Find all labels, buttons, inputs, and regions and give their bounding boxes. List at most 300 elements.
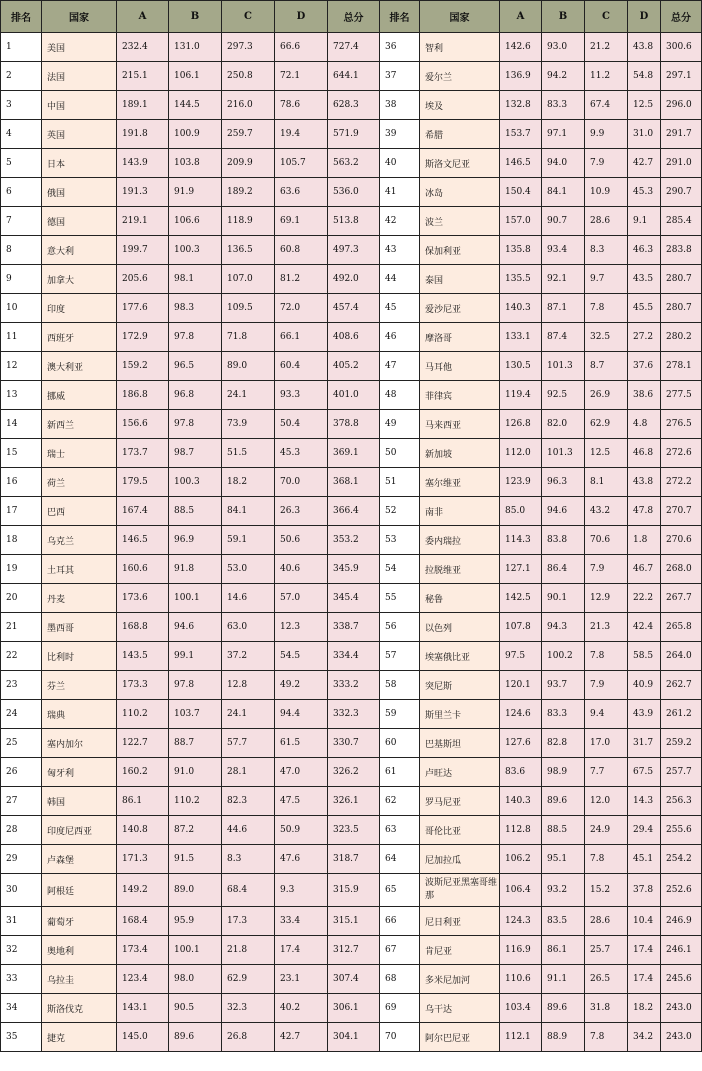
- rank-cell-left: 9: [1, 265, 42, 294]
- rank-cell-right: 48: [380, 381, 420, 410]
- table-row: [1, 236, 702, 265]
- b-score-cell-right: 95.1: [542, 845, 585, 874]
- c-score-cell-right: 12.0: [585, 787, 628, 816]
- d-score-cell-left: 40.6: [275, 555, 328, 584]
- b-score-cell-right: 83.3: [542, 91, 585, 120]
- c-score-cell-left: 107.0: [222, 265, 275, 294]
- country-cell-left: 荷兰: [42, 468, 117, 497]
- rank-cell-right: 69: [380, 994, 420, 1023]
- b-score-cell-left: 100.1: [169, 584, 222, 613]
- d-score-cell-left: 40.2: [275, 994, 328, 1023]
- c-score-cell-right: 24.9: [585, 816, 628, 845]
- a-score-cell-left: 110.2: [117, 700, 169, 729]
- rank-cell-right: 43: [380, 236, 420, 265]
- total-score-cell-right: 245.6: [661, 965, 702, 994]
- total-score-cell-right: 255.6: [661, 816, 702, 845]
- total-score-cell-right: 264.0: [661, 642, 702, 671]
- country-cell-left: 比利时: [42, 642, 117, 671]
- d-score-cell-left: 105.7: [275, 149, 328, 178]
- country-cell-right: 尼日利亚: [420, 907, 500, 936]
- d-score-cell-left: 47.5: [275, 787, 328, 816]
- rank-cell-right: 44: [380, 265, 420, 294]
- rank-cell-left: 24: [1, 700, 42, 729]
- total-score-cell-right: 259.2: [661, 729, 702, 758]
- country-cell-left: 墨西哥: [42, 613, 117, 642]
- d-score-cell-left: 12.3: [275, 613, 328, 642]
- c-score-cell-right: 32.5: [585, 323, 628, 352]
- d-score-cell-right: 45.5: [628, 294, 661, 323]
- c-score-cell-left: 17.3: [222, 907, 275, 936]
- d-score-cell-left: 19.4: [275, 120, 328, 149]
- total-score-cell-right: 257.7: [661, 758, 702, 787]
- c-score-cell-left: 89.0: [222, 352, 275, 381]
- country-cell-right: 冰岛: [420, 178, 500, 207]
- a-score-cell-right: 107.8: [500, 613, 542, 642]
- d-score-cell-right: 12.5: [628, 91, 661, 120]
- total-score-cell-right: 280.7: [661, 294, 702, 323]
- b-score-cell-left: 98.7: [169, 439, 222, 468]
- total-score-cell-left: 318.7: [328, 845, 380, 874]
- country-cell-left: 印度尼西亚: [42, 816, 117, 845]
- rank-cell-right: 68: [380, 965, 420, 994]
- b-score-cell-left: 91.5: [169, 845, 222, 874]
- total-score-cell-left: 727.4: [328, 33, 380, 62]
- b-score-cell-left: 91.9: [169, 178, 222, 207]
- c-score-cell-left: 8.3: [222, 845, 275, 874]
- d-score-cell-left: 63.6: [275, 178, 328, 207]
- total-score-cell-left: 315.1: [328, 907, 380, 936]
- country-cell-left: 挪威: [42, 381, 117, 410]
- rank-cell-right: 60: [380, 729, 420, 758]
- rank-cell-right: 40: [380, 149, 420, 178]
- c-score-cell-right: 43.2: [585, 497, 628, 526]
- total-score-cell-right: 256.3: [661, 787, 702, 816]
- d-score-cell-left: 17.4: [275, 936, 328, 965]
- c-score-cell-left: 57.7: [222, 729, 275, 758]
- b-score-cell-left: 89.6: [169, 1023, 222, 1052]
- country-cell-right: 以色列: [420, 613, 500, 642]
- c-score-cell-right: 26.9: [585, 381, 628, 410]
- total-score-cell-right: 270.6: [661, 526, 702, 555]
- total-score-cell-left: 304.1: [328, 1023, 380, 1052]
- d-score-cell-right: 4.8: [628, 410, 661, 439]
- header-b-left: B: [169, 1, 222, 33]
- d-score-cell-left: 66.6: [275, 33, 328, 62]
- header-total-right: 总分: [661, 1, 702, 33]
- b-score-cell-left: 88.5: [169, 497, 222, 526]
- country-cell-left: 阿根廷: [42, 874, 117, 907]
- table-row: [1, 965, 702, 994]
- country-cell-left: 丹麦: [42, 584, 117, 613]
- d-score-cell-left: 50.6: [275, 526, 328, 555]
- c-score-cell-left: 24.1: [222, 700, 275, 729]
- d-score-cell-left: 50.4: [275, 410, 328, 439]
- rank-cell-right: 70: [380, 1023, 420, 1052]
- b-score-cell-right: 93.4: [542, 236, 585, 265]
- b-score-cell-right: 86.4: [542, 555, 585, 584]
- d-score-cell-right: 67.5: [628, 758, 661, 787]
- total-score-cell-right: 272.2: [661, 468, 702, 497]
- total-score-cell-left: 345.4: [328, 584, 380, 613]
- a-score-cell-right: 126.8: [500, 410, 542, 439]
- table-row: [1, 816, 702, 845]
- c-score-cell-right: 28.6: [585, 907, 628, 936]
- c-score-cell-left: 109.5: [222, 294, 275, 323]
- b-score-cell-right: 94.3: [542, 613, 585, 642]
- d-score-cell-right: 37.8: [628, 874, 661, 907]
- country-cell-right: 马耳他: [420, 352, 500, 381]
- a-score-cell-right: 142.5: [500, 584, 542, 613]
- d-score-cell-right: 46.3: [628, 236, 661, 265]
- country-cell-right: 希腊: [420, 120, 500, 149]
- b-score-cell-left: 106.1: [169, 62, 222, 91]
- b-score-cell-right: 90.7: [542, 207, 585, 236]
- header-d-right: D: [628, 1, 661, 33]
- country-cell-right: 埃及: [420, 91, 500, 120]
- rank-cell-left: 18: [1, 526, 42, 555]
- country-cell-right: 突尼斯: [420, 671, 500, 700]
- header-c-left: C: [222, 1, 275, 33]
- rank-cell-left: 22: [1, 642, 42, 671]
- b-score-cell-right: 94.0: [542, 149, 585, 178]
- c-score-cell-left: 24.1: [222, 381, 275, 410]
- table-row: [1, 845, 702, 874]
- total-score-cell-left: 345.9: [328, 555, 380, 584]
- d-score-cell-left: 26.3: [275, 497, 328, 526]
- a-score-cell-left: 156.6: [117, 410, 169, 439]
- c-score-cell-left: 14.6: [222, 584, 275, 613]
- rank-cell-right: 37: [380, 62, 420, 91]
- c-score-cell-right: 7.9: [585, 671, 628, 700]
- a-score-cell-right: 157.0: [500, 207, 542, 236]
- country-cell-left: 德国: [42, 207, 117, 236]
- country-cell-left: 瑞士: [42, 439, 117, 468]
- c-score-cell-right: 15.2: [585, 874, 628, 907]
- rank-cell-right: 57: [380, 642, 420, 671]
- country-cell-right: 波兰: [420, 207, 500, 236]
- table-row: [1, 294, 702, 323]
- d-score-cell-left: 78.6: [275, 91, 328, 120]
- header-total-left: 总分: [328, 1, 380, 33]
- a-score-cell-right: 85.0: [500, 497, 542, 526]
- rank-cell-left: 31: [1, 907, 42, 936]
- table-body: [1, 33, 702, 1052]
- rank-cell-left: 3: [1, 91, 42, 120]
- b-score-cell-left: 94.6: [169, 613, 222, 642]
- rank-cell-left: 1: [1, 33, 42, 62]
- b-score-cell-right: 89.6: [542, 787, 585, 816]
- rank-cell-left: 29: [1, 845, 42, 874]
- a-score-cell-right: 136.9: [500, 62, 542, 91]
- d-score-cell-right: 10.4: [628, 907, 661, 936]
- a-score-cell-left: 173.7: [117, 439, 169, 468]
- c-score-cell-right: 26.5: [585, 965, 628, 994]
- c-score-cell-right: 11.2: [585, 62, 628, 91]
- rank-cell-right: 67: [380, 936, 420, 965]
- d-score-cell-right: 29.4: [628, 816, 661, 845]
- total-score-cell-left: 315.9: [328, 874, 380, 907]
- country-cell-right: 波斯尼亚黑塞哥维那: [420, 874, 500, 907]
- header-a-right: A: [500, 1, 542, 33]
- c-score-cell-right: 8.1: [585, 468, 628, 497]
- total-score-cell-right: 285.4: [661, 207, 702, 236]
- a-score-cell-left: 160.2: [117, 758, 169, 787]
- rank-cell-right: 53: [380, 526, 420, 555]
- b-score-cell-right: 82.8: [542, 729, 585, 758]
- a-score-cell-right: 114.3: [500, 526, 542, 555]
- a-score-cell-right: 140.3: [500, 787, 542, 816]
- d-score-cell-left: 33.4: [275, 907, 328, 936]
- b-score-cell-left: 88.7: [169, 729, 222, 758]
- total-score-cell-left: 353.2: [328, 526, 380, 555]
- header-rank-left: 排名: [1, 1, 42, 33]
- c-score-cell-left: 189.2: [222, 178, 275, 207]
- a-score-cell-right: 110.6: [500, 965, 542, 994]
- total-score-cell-left: 408.6: [328, 323, 380, 352]
- header-a-left: A: [117, 1, 169, 33]
- table-row: [1, 787, 702, 816]
- rank-cell-left: 19: [1, 555, 42, 584]
- total-score-cell-right: 291.0: [661, 149, 702, 178]
- country-cell-right: 乌干达: [420, 994, 500, 1023]
- c-score-cell-right: 21.3: [585, 613, 628, 642]
- a-score-cell-left: 143.9: [117, 149, 169, 178]
- total-score-cell-right: 296.0: [661, 91, 702, 120]
- b-score-cell-right: 83.8: [542, 526, 585, 555]
- country-cell-right: 秘鲁: [420, 584, 500, 613]
- rank-cell-right: 42: [380, 207, 420, 236]
- d-score-cell-right: 45.1: [628, 845, 661, 874]
- b-score-cell-left: 144.5: [169, 91, 222, 120]
- c-score-cell-right: 7.8: [585, 845, 628, 874]
- c-score-cell-left: 73.9: [222, 410, 275, 439]
- total-score-cell-right: 246.1: [661, 936, 702, 965]
- a-score-cell-left: 205.6: [117, 265, 169, 294]
- a-score-cell-right: 112.1: [500, 1023, 542, 1052]
- c-score-cell-left: 44.6: [222, 816, 275, 845]
- table-row: [1, 323, 702, 352]
- country-cell-left: 澳大利亚: [42, 352, 117, 381]
- header-b-right: B: [542, 1, 585, 33]
- total-score-cell-right: 291.7: [661, 120, 702, 149]
- country-cell-right: 卢旺达: [420, 758, 500, 787]
- a-score-cell-right: 119.4: [500, 381, 542, 410]
- a-score-cell-left: 215.1: [117, 62, 169, 91]
- total-score-cell-right: 270.7: [661, 497, 702, 526]
- total-score-cell-right: 267.7: [661, 584, 702, 613]
- total-score-cell-left: 326.2: [328, 758, 380, 787]
- a-score-cell-left: 186.8: [117, 381, 169, 410]
- d-score-cell-right: 22.2: [628, 584, 661, 613]
- rank-cell-right: 45: [380, 294, 420, 323]
- c-score-cell-left: 51.5: [222, 439, 275, 468]
- total-score-cell-right: 300.6: [661, 33, 702, 62]
- b-score-cell-left: 97.8: [169, 671, 222, 700]
- c-score-cell-left: 297.3: [222, 33, 275, 62]
- country-cell-left: 塞内加尔: [42, 729, 117, 758]
- c-score-cell-right: 70.6: [585, 526, 628, 555]
- table-row: [1, 613, 702, 642]
- d-score-cell-right: 47.8: [628, 497, 661, 526]
- b-score-cell-left: 100.9: [169, 120, 222, 149]
- rank-cell-right: 61: [380, 758, 420, 787]
- rank-cell-left: 5: [1, 149, 42, 178]
- b-score-cell-left: 96.9: [169, 526, 222, 555]
- c-score-cell-left: 136.5: [222, 236, 275, 265]
- rank-cell-left: 16: [1, 468, 42, 497]
- b-score-cell-left: 90.5: [169, 994, 222, 1023]
- c-score-cell-right: 28.6: [585, 207, 628, 236]
- table-row: [1, 584, 702, 613]
- header-row: [1, 1, 702, 33]
- a-score-cell-left: 219.1: [117, 207, 169, 236]
- country-cell-left: 土耳其: [42, 555, 117, 584]
- total-score-cell-right: 290.7: [661, 178, 702, 207]
- country-cell-left: 芬兰: [42, 671, 117, 700]
- c-score-cell-left: 259.7: [222, 120, 275, 149]
- c-score-cell-right: 62.9: [585, 410, 628, 439]
- b-score-cell-left: 99.1: [169, 642, 222, 671]
- a-score-cell-left: 123.4: [117, 965, 169, 994]
- b-score-cell-right: 88.5: [542, 816, 585, 845]
- c-score-cell-left: 28.1: [222, 758, 275, 787]
- country-cell-left: 加拿大: [42, 265, 117, 294]
- table-row: [1, 758, 702, 787]
- country-cell-left: 中国: [42, 91, 117, 120]
- country-cell-left: 英国: [42, 120, 117, 149]
- b-score-cell-right: 89.6: [542, 994, 585, 1023]
- b-score-cell-right: 94.6: [542, 497, 585, 526]
- header-rank-right: 排名: [380, 1, 420, 33]
- b-score-cell-left: 91.0: [169, 758, 222, 787]
- a-score-cell-left: 173.3: [117, 671, 169, 700]
- rank-cell-left: 2: [1, 62, 42, 91]
- b-score-cell-right: 91.1: [542, 965, 585, 994]
- d-score-cell-right: 42.4: [628, 613, 661, 642]
- d-score-cell-right: 43.8: [628, 33, 661, 62]
- table-row: [1, 381, 702, 410]
- rank-cell-left: 6: [1, 178, 42, 207]
- rank-cell-right: 62: [380, 787, 420, 816]
- header-c-right: C: [585, 1, 628, 33]
- rank-cell-right: 47: [380, 352, 420, 381]
- country-cell-right: 马来西亚: [420, 410, 500, 439]
- a-score-cell-left: 168.8: [117, 613, 169, 642]
- c-score-cell-right: 7.9: [585, 555, 628, 584]
- d-score-cell-right: 34.2: [628, 1023, 661, 1052]
- c-score-cell-right: 31.8: [585, 994, 628, 1023]
- country-cell-left: 日本: [42, 149, 117, 178]
- table-row: [1, 149, 702, 178]
- b-score-cell-right: 88.9: [542, 1023, 585, 1052]
- rank-cell-left: 28: [1, 816, 42, 845]
- d-score-cell-left: 81.2: [275, 265, 328, 294]
- country-cell-right: 尼加拉瓜: [420, 845, 500, 874]
- a-score-cell-right: 150.4: [500, 178, 542, 207]
- c-score-cell-left: 26.8: [222, 1023, 275, 1052]
- b-score-cell-left: 110.2: [169, 787, 222, 816]
- d-score-cell-right: 9.1: [628, 207, 661, 236]
- a-score-cell-right: 127.6: [500, 729, 542, 758]
- a-score-cell-right: 135.8: [500, 236, 542, 265]
- total-score-cell-right: 283.8: [661, 236, 702, 265]
- b-score-cell-right: 98.9: [542, 758, 585, 787]
- d-score-cell-left: 9.3: [275, 874, 328, 907]
- total-score-cell-left: 307.4: [328, 965, 380, 994]
- country-cell-left: 印度: [42, 294, 117, 323]
- a-score-cell-right: 123.9: [500, 468, 542, 497]
- c-score-cell-left: 216.0: [222, 91, 275, 120]
- a-score-cell-left: 199.7: [117, 236, 169, 265]
- c-score-cell-left: 32.3: [222, 994, 275, 1023]
- country-cell-left: 葡萄牙: [42, 907, 117, 936]
- a-score-cell-left: 143.5: [117, 642, 169, 671]
- d-score-cell-left: 47.6: [275, 845, 328, 874]
- b-score-cell-right: 82.0: [542, 410, 585, 439]
- b-score-cell-left: 98.3: [169, 294, 222, 323]
- b-score-cell-left: 103.7: [169, 700, 222, 729]
- table-row: [1, 207, 702, 236]
- a-score-cell-left: 168.4: [117, 907, 169, 936]
- d-score-cell-right: 42.7: [628, 149, 661, 178]
- total-score-cell-left: 334.4: [328, 642, 380, 671]
- a-score-cell-left: 191.3: [117, 178, 169, 207]
- country-cell-right: 埃塞俄比亚: [420, 642, 500, 671]
- country-cell-left: 捷克: [42, 1023, 117, 1052]
- b-score-cell-left: 91.8: [169, 555, 222, 584]
- c-score-cell-left: 63.0: [222, 613, 275, 642]
- total-score-cell-right: 297.1: [661, 62, 702, 91]
- a-score-cell-left: 173.6: [117, 584, 169, 613]
- rank-cell-left: 14: [1, 410, 42, 439]
- rank-cell-left: 34: [1, 994, 42, 1023]
- rank-cell-left: 17: [1, 497, 42, 526]
- total-score-cell-right: 277.5: [661, 381, 702, 410]
- rank-cell-left: 12: [1, 352, 42, 381]
- country-cell-right: 塞尔维亚: [420, 468, 500, 497]
- total-score-cell-left: 369.1: [328, 439, 380, 468]
- table-row: [1, 439, 702, 468]
- a-score-cell-right: 124.6: [500, 700, 542, 729]
- a-score-cell-left: 159.2: [117, 352, 169, 381]
- d-score-cell-right: 38.6: [628, 381, 661, 410]
- country-cell-right: 智利: [420, 33, 500, 62]
- c-score-cell-left: 84.1: [222, 497, 275, 526]
- a-score-cell-left: 122.7: [117, 729, 169, 758]
- c-score-cell-right: 12.9: [585, 584, 628, 613]
- b-score-cell-left: 98.1: [169, 265, 222, 294]
- d-score-cell-right: 27.2: [628, 323, 661, 352]
- table-row: [1, 497, 702, 526]
- c-score-cell-right: 7.9: [585, 149, 628, 178]
- total-score-cell-left: 332.3: [328, 700, 380, 729]
- table-row: [1, 994, 702, 1023]
- b-score-cell-right: 94.2: [542, 62, 585, 91]
- a-score-cell-left: 171.3: [117, 845, 169, 874]
- total-score-cell-left: 366.4: [328, 497, 380, 526]
- d-score-cell-left: 72.0: [275, 294, 328, 323]
- c-score-cell-left: 118.9: [222, 207, 275, 236]
- country-cell-left: 法国: [42, 62, 117, 91]
- d-score-cell-right: 54.8: [628, 62, 661, 91]
- total-score-cell-left: 330.7: [328, 729, 380, 758]
- total-score-cell-left: 536.0: [328, 178, 380, 207]
- b-score-cell-right: 92.5: [542, 381, 585, 410]
- c-score-cell-right: 9.9: [585, 120, 628, 149]
- a-score-cell-right: 106.4: [500, 874, 542, 907]
- b-score-cell-right: 97.1: [542, 120, 585, 149]
- rank-cell-right: 38: [380, 91, 420, 120]
